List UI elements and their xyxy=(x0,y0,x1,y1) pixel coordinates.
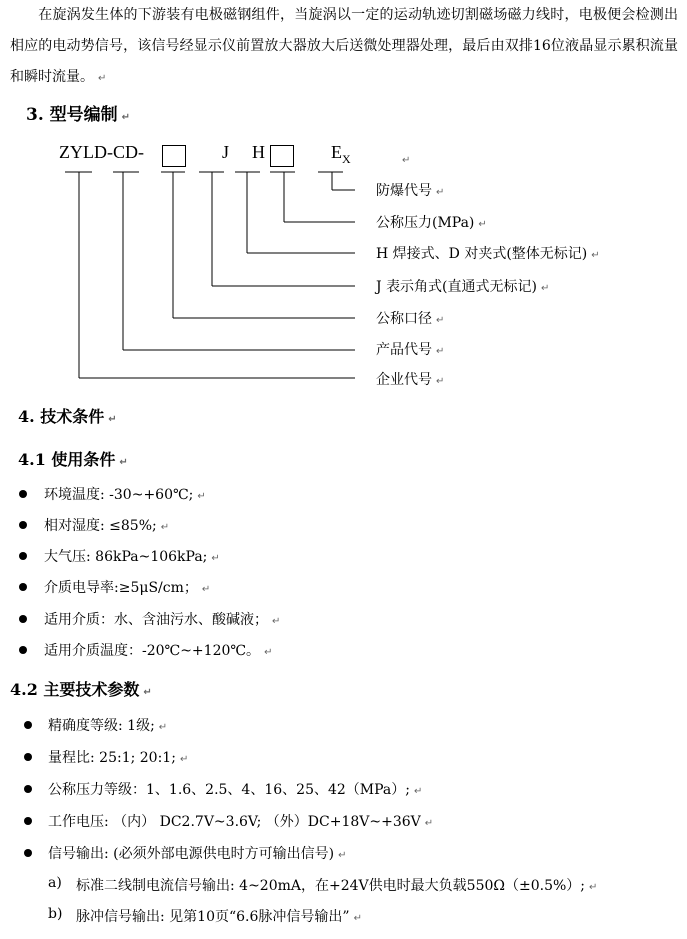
bullet-icon xyxy=(19,646,27,654)
return-mark: ↵ xyxy=(402,155,411,166)
section-4-2-heading: 4.2 主要技术参数 ↵ xyxy=(10,680,152,699)
section-4-heading: 4. 技术条件 ↵ xyxy=(18,407,117,426)
bullet-icon xyxy=(24,817,32,825)
use-condition-item: 适用介质：水、含油污水、酸碱液； ↵ xyxy=(44,612,281,628)
param-item: 公称压力等级：1、1.6、2.5、4、16、25、42（MPa）; ↵ xyxy=(48,782,423,798)
use-condition-item: 适用介质温度：-20℃~+120℃。 ↵ xyxy=(44,643,273,659)
bullet-icon xyxy=(24,785,32,793)
use-condition-item: 大气压: 86kPa~106kPa; ↵ xyxy=(44,549,220,565)
intro-paragraph: 在旋涡发生体的下游装有电极磁钢组件，当旋涡以一定的运动轨迹切割磁场磁力线时，电极便会检测出相应的电动势信号，该信号经显示仪前置放大器放大后送微处理器处理，最后由双排16位液晶显示累积流量和瞬时流量。 ↵ xyxy=(10,7,678,85)
model-label-angle-type: J 表示角式(直通式无标记) ↵ xyxy=(376,279,550,295)
sub-param-text: 脉冲信号输出: 见第10页“6.6脉冲信号输出” ↵ xyxy=(76,909,362,925)
section-3-heading: 3. 型号编制 ↵ xyxy=(26,105,131,125)
return-mark: ↵ xyxy=(98,73,107,84)
model-label-connection: H 焊接式、D 对夹式(整体无标记) ↵ xyxy=(376,246,600,262)
bullet-icon xyxy=(19,521,27,529)
param-item: 精确度等级: 1级; ↵ xyxy=(48,718,168,734)
bullet-icon xyxy=(24,753,32,761)
sub-param-marker: a) xyxy=(48,875,62,891)
model-label-enterprise: 企业代号 ↵ xyxy=(376,372,445,388)
sub-param-marker: b) xyxy=(48,906,63,922)
bullet-icon xyxy=(24,849,32,857)
model-label-pressure: 公称压力(MPa) ↵ xyxy=(376,215,487,231)
param-item: 量程比: 25:1; 20:1; ↵ xyxy=(48,750,189,766)
use-condition-item: 相对湿度: ≤85%; ↵ xyxy=(44,518,170,534)
section-4-1-heading: 4.1 使用条件 ↵ xyxy=(18,450,128,469)
model-code-j: J xyxy=(222,142,230,162)
model-code-prefix: ZYLD-CD- xyxy=(59,142,144,162)
model-label-product: 产品代号 ↵ xyxy=(376,342,445,358)
model-label-diameter: 公称口径 ↵ xyxy=(376,311,445,327)
use-condition-item: 介质电导率:≥5μS/cm； ↵ xyxy=(44,580,211,596)
param-item: 信号输出: (必须外部电源供电时方可输出信号) ↵ xyxy=(48,846,347,862)
param-item: 工作电压: （内） DC2.7V~3.6V; （外）DC+18V~+36V ↵ xyxy=(48,814,434,830)
model-code-h: H xyxy=(252,142,265,162)
bullet-icon xyxy=(19,583,27,591)
model-label-explosion-proof: 防爆代号 ↵ xyxy=(376,183,445,199)
bullet-icon xyxy=(19,490,27,498)
model-code-e: $E_X$ xyxy=(331,142,351,166)
bullet-icon xyxy=(19,552,27,560)
use-condition-item: 环境温度: -30~+60℃; ↵ xyxy=(44,487,206,503)
bullet-icon xyxy=(24,721,32,729)
sub-param-text: 标准二线制电流信号输出: 4~20mA，在+24V供电时最大负载550Ω（±0.5%）; ↵ xyxy=(76,878,598,894)
bullet-icon xyxy=(19,615,27,623)
